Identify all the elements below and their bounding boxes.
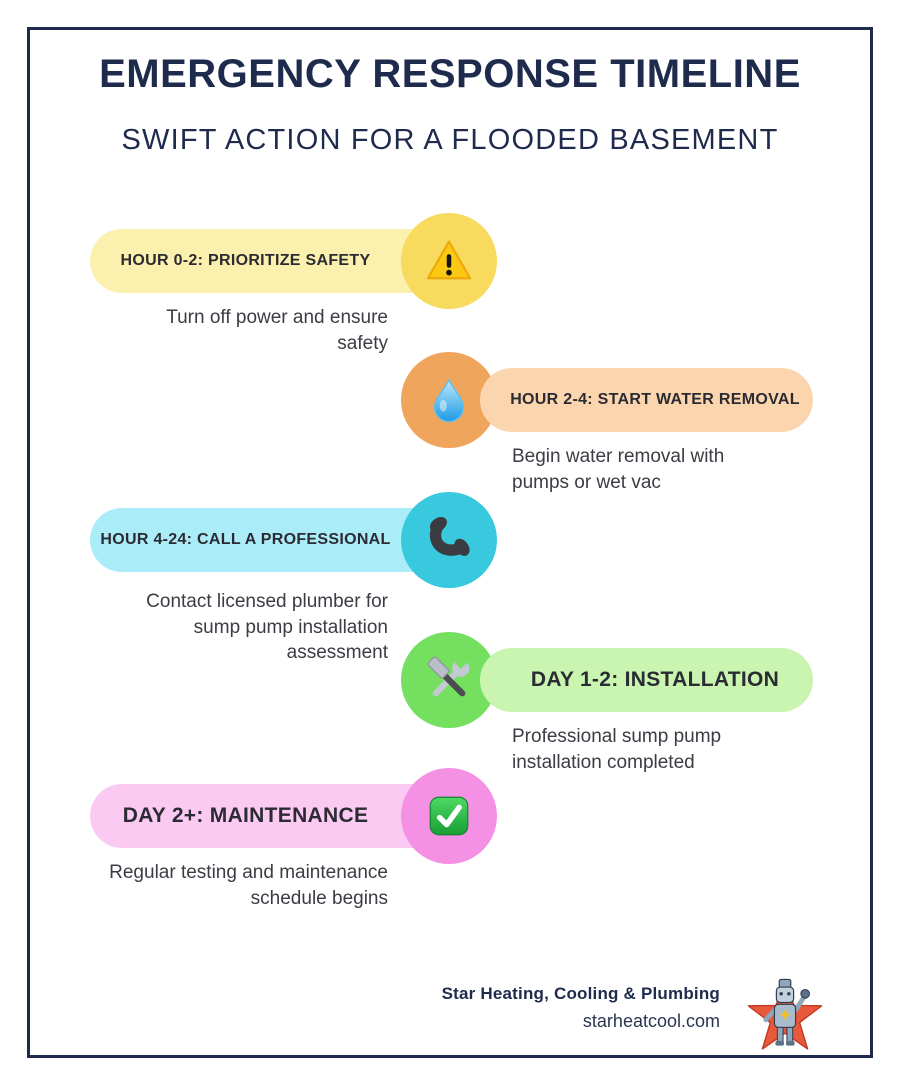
step2-label: HOUR 2-4: START WATER REMOVAL <box>510 391 800 408</box>
robot-star-logo <box>737 965 833 1061</box>
step3-icon-circle <box>401 492 497 588</box>
step3-description: Contact licensed plumber for sump pump installation assessment <box>146 591 388 664</box>
step1-label: HOUR 0-2: PRIORITIZE SAFETY <box>120 252 371 269</box>
page-subtitle: SWIFT ACTION FOR A FLOODED BASEMENT <box>121 124 779 156</box>
step4-pill <box>480 648 813 712</box>
step4-label: DAY 1-2: INSTALLATION <box>530 668 780 691</box>
footer-website: starheatcool.com <box>582 1011 720 1031</box>
phone-icon <box>423 514 475 566</box>
step5-label: DAY 2+: MAINTENANCE <box>122 804 369 827</box>
page-title: EMERGENCY RESPONSE TIMELINE <box>99 52 801 96</box>
step5-icon-circle <box>401 768 497 864</box>
step2-pill <box>480 368 813 432</box>
step1-icon-circle <box>401 213 497 309</box>
step5-description: Regular testing and maintenance schedule begins <box>109 862 388 909</box>
hammer-wrench-icon <box>424 655 474 705</box>
check-icon <box>424 791 474 841</box>
step3-label: HOUR 4-24: CALL A PROFESSIONAL <box>100 531 391 548</box>
step2-description: Begin water removal with pumps or wet vac <box>512 446 725 493</box>
step1-description: Turn off power and ensure safety <box>166 307 388 354</box>
step4-description: Professional sump pump installation completed <box>512 726 722 773</box>
warning-icon <box>425 237 473 285</box>
droplet-icon <box>426 377 472 423</box>
footer-company-name: Star Heating, Cooling & Plumbing <box>441 984 720 1003</box>
